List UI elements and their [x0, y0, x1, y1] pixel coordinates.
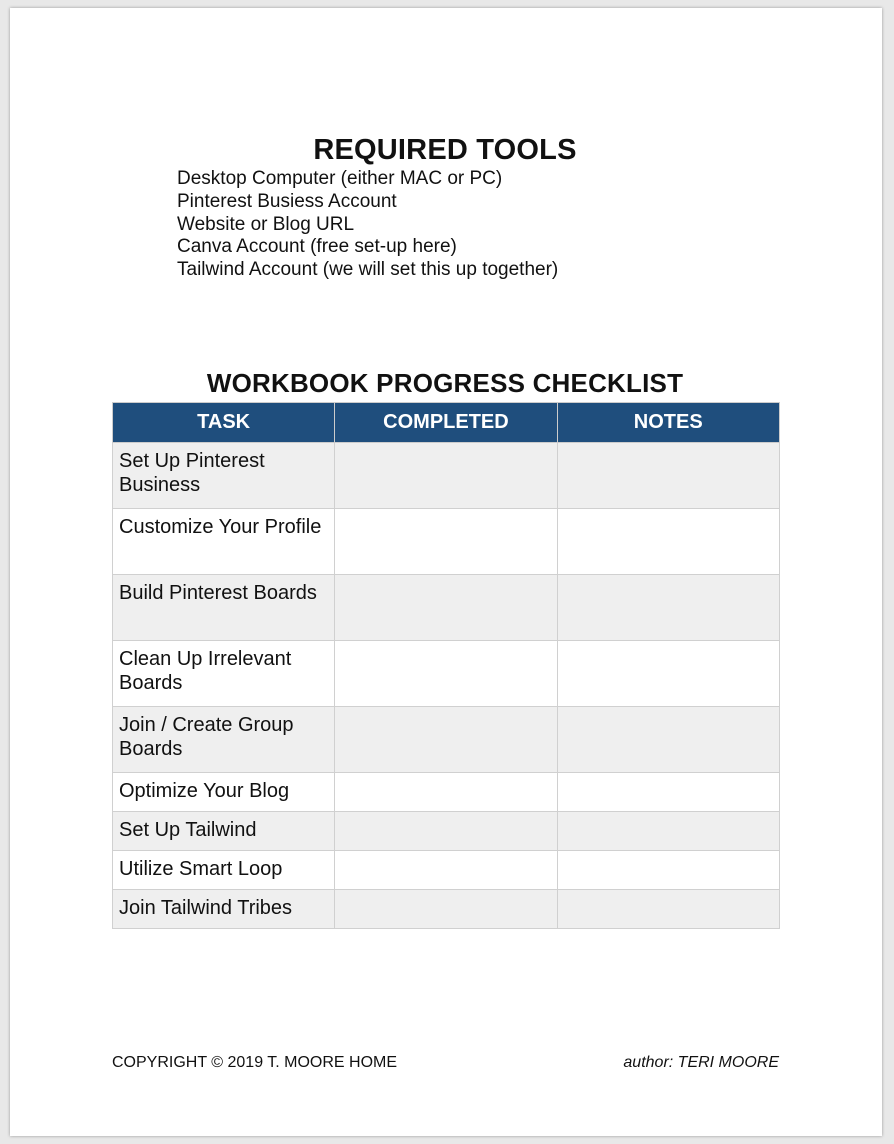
table-row [113, 812, 780, 851]
completed-cell [335, 443, 557, 509]
task-cell: Clean Up Irrelevant Boards [113, 641, 335, 707]
table-row [113, 890, 780, 929]
table-row [113, 443, 780, 509]
notes-cell [557, 443, 779, 509]
notes-cell [557, 773, 779, 812]
tool-item: Pinterest Busiess Account [177, 190, 397, 212]
table-row [113, 509, 780, 575]
tool-item: Desktop Computer (either MAC or PC) [177, 168, 503, 189]
task-cell: Optimize Your Blog [113, 773, 335, 812]
table-row [113, 575, 780, 641]
completed-cell [335, 890, 557, 929]
required-tools-list [177, 168, 558, 282]
task-cell: Utilize Smart Loop [113, 851, 335, 890]
completed-cell [335, 773, 557, 812]
required-tools-title: REQUIRED TOOLS [313, 134, 577, 166]
table-row [113, 773, 780, 812]
copyright-text: COPYRIGHT © 2019 T. MOORE HOME [112, 1054, 398, 1071]
table-row [113, 707, 780, 773]
completed-cell [335, 812, 557, 851]
completed-cell [335, 707, 557, 773]
tool-item: Tailwind Account (we will set this up together) [177, 259, 559, 281]
notes-cell [557, 575, 779, 641]
tool-item: Website or Blog URL [177, 213, 355, 235]
task-cell: Build Pinterest Boards [113, 575, 335, 641]
task-cell: Set Up Pinterest Business [113, 443, 335, 509]
progress-checklist-table [112, 402, 780, 929]
notes-cell [557, 812, 779, 851]
tool-item: Canva Account (free set-up here) [177, 236, 457, 258]
task-cell: Customize Your Profile [113, 509, 335, 575]
column-header-task: TASK [113, 403, 335, 443]
column-header-completed: COMPLETED [335, 403, 557, 443]
table-header-row [113, 403, 780, 443]
table-row [113, 641, 780, 707]
completed-cell [335, 851, 557, 890]
column-header-notes: NOTES [557, 403, 779, 443]
notes-cell [557, 851, 779, 890]
task-cell: Join / Create Group Boards [113, 707, 335, 773]
document-page [10, 8, 882, 1136]
notes-cell [557, 890, 779, 929]
checklist-title: WORKBOOK PROGRESS CHECKLIST [206, 368, 684, 398]
completed-cell [335, 641, 557, 707]
notes-cell [557, 509, 779, 575]
author-text: author: TERI MOORE [623, 1054, 779, 1071]
completed-cell [335, 509, 557, 575]
task-cell: Set Up Tailwind [113, 812, 335, 851]
task-cell: Join Tailwind Tribes [113, 890, 335, 929]
notes-cell [557, 641, 779, 707]
notes-cell [557, 707, 779, 773]
completed-cell [335, 575, 557, 641]
table-row [113, 851, 780, 890]
